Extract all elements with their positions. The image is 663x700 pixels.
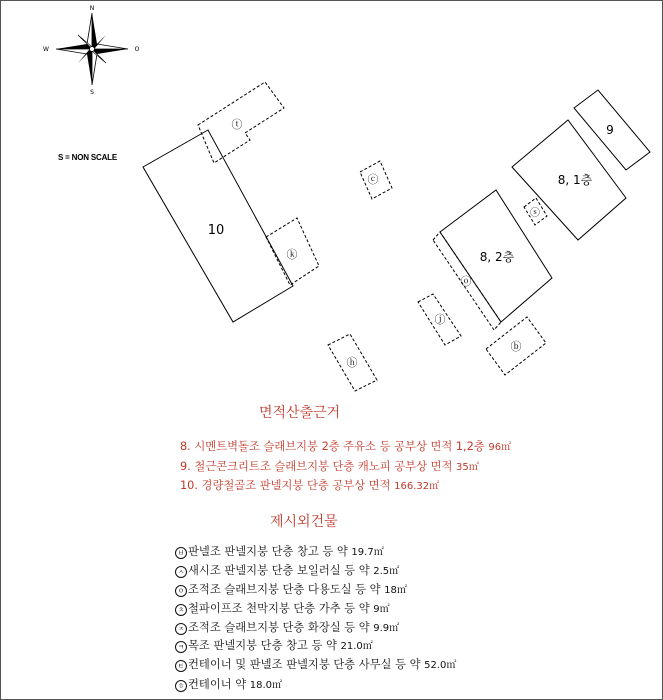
area-line-8-value: 96㎡: [488, 442, 512, 453]
list-item-mark: ㅊ: [175, 604, 187, 616]
list-item-mark: ㅈ: [175, 623, 187, 635]
marker-siot: ⓢ: [530, 208, 540, 219]
area-line-10-text: 10. 경량철골조 판넬지붕 단층 공부상 면적: [180, 479, 391, 492]
list-item-area: 2.5㎡: [373, 566, 400, 577]
list-item-text: 새시조 판넬지붕 단층 보일러실 등 약: [188, 564, 370, 577]
list-item: [175, 676, 282, 692]
list-item-area: 9.9㎡: [373, 623, 400, 634]
list-item-text: 판넬조 판넬지붕 단층 창고 등 약: [188, 545, 348, 558]
building-9-label: 9: [606, 123, 614, 137]
list-item: [175, 543, 384, 559]
list-item-mark: ㅌ: [175, 660, 187, 672]
building-10-label: 10: [207, 223, 225, 238]
compass-south-label: S: [90, 89, 94, 96]
list-item: [175, 562, 399, 578]
building-8-2f-label: 8, 2층: [479, 250, 515, 264]
list-item-area: 9㎡: [373, 604, 390, 615]
list-item-area: 18.0㎡: [249, 680, 283, 691]
marker-ieung: ⓞ: [460, 275, 472, 288]
marker-jieut: ⓙ: [434, 313, 446, 326]
list-item-mark: ㅂ: [175, 547, 187, 559]
list-item-mark: ㅋ: [175, 641, 187, 653]
building-8-1f-label: 8, 1층: [557, 173, 593, 187]
list-item-text: 컨테이너 및 판넬조 판넬지붕 단층 사무실 등 약: [188, 658, 421, 671]
other-buildings-title: 제시외건물: [270, 514, 338, 530]
list-item: [175, 600, 390, 616]
scale-note: S = NON SCALE: [58, 153, 117, 162]
area-line-9-value: 35㎡: [456, 462, 479, 473]
list-item-text: 목조 판넬지붕 단층 창고 등 약: [188, 639, 337, 652]
area-line-9-text: 9. 철근콘크리트조 슬래브지붕 단층 캐노피 공부상 면적: [180, 460, 453, 473]
area-line-10-value: 166.32㎡: [394, 481, 440, 492]
list-item-text: 조적조 슬래브지붕 단층 다용도실 등 약: [188, 583, 381, 596]
list-item-mark: ㅎ: [175, 680, 187, 692]
list-item-area: 52.0㎡: [424, 660, 457, 671]
marker-hieut: ⓗ: [346, 356, 358, 369]
area-basis-title: 면적산출근거: [259, 405, 341, 421]
list-item-mark: ㅅ: [175, 566, 187, 578]
list-item-text: 조적조 슬래브지붕 단층 화장실 등 약: [188, 621, 370, 634]
list-item: [175, 637, 373, 653]
area-line-10: [180, 477, 439, 493]
list-item-area: 18㎡: [384, 585, 407, 596]
area-line-8: [180, 438, 511, 454]
list-item-text: 철파이프조 천막지붕 단층 가추 등 약: [188, 602, 370, 615]
list-item-text: 컨테이너 약: [188, 678, 247, 691]
compass-west-label: W: [43, 46, 49, 53]
list-item-area: 19.7㎡: [351, 547, 384, 558]
marker-ta: ⓣ: [231, 118, 243, 131]
list-item: [175, 656, 456, 672]
list-item-mark: ㅇ: [175, 585, 187, 597]
list-item-area: 21.0㎡: [340, 641, 373, 652]
marker-cha: ⓒ: [367, 173, 379, 186]
list-item: [175, 619, 399, 635]
marker-pieup: ⓑ: [510, 340, 522, 353]
compass-rose-icon: [43, 5, 140, 96]
compass-east-label: O: [134, 46, 140, 53]
marker-ka: ⓚ: [286, 248, 298, 261]
area-line-9: [180, 458, 479, 474]
area-line-8-text: 8. 시멘트벽돌조 슬래브지붕 2층 주유소 등 공부상 면적 1,2층: [180, 440, 485, 453]
list-item: [175, 581, 407, 597]
compass-north-label: N: [89, 5, 95, 12]
